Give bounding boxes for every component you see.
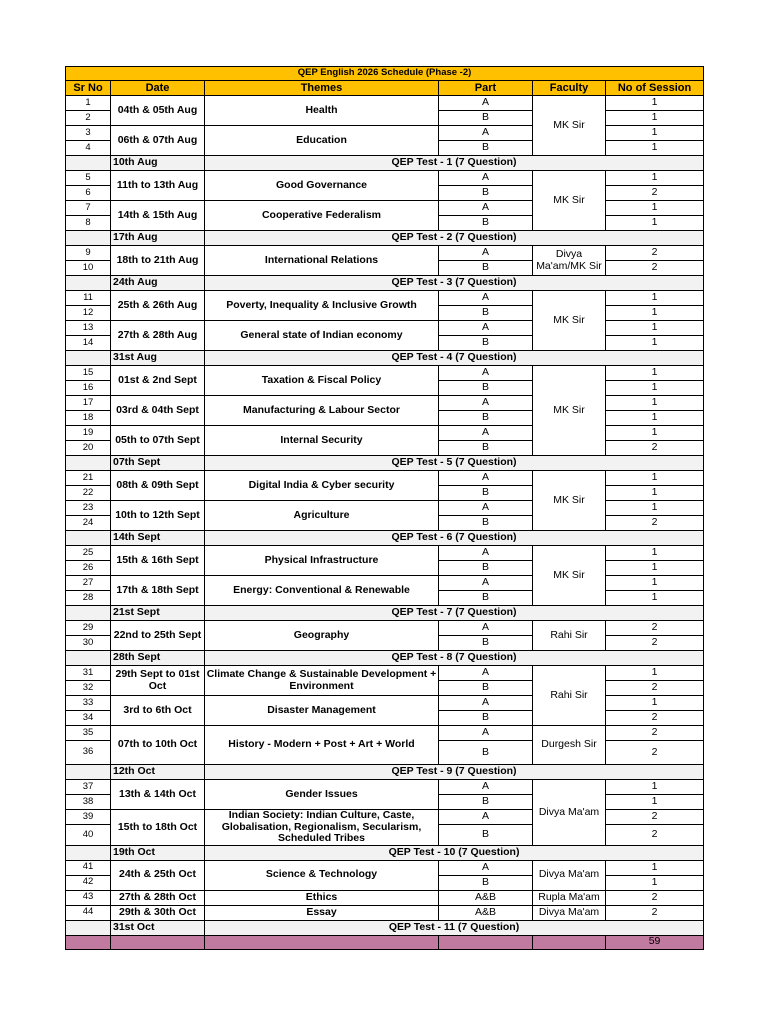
part-cell: B bbox=[439, 741, 533, 765]
theme-cell: Science & Technology bbox=[205, 860, 439, 890]
test-blank-cell bbox=[66, 920, 111, 935]
date-cell: 27th & 28th Oct bbox=[111, 890, 205, 905]
test-blank-cell bbox=[66, 651, 111, 666]
sr-no-cell: 18 bbox=[66, 411, 111, 426]
table-row bbox=[66, 171, 704, 186]
part-cell: B bbox=[439, 261, 533, 276]
table-row bbox=[66, 860, 704, 875]
theme-cell: Poverty, Inequality & Inclusive Growth bbox=[205, 291, 439, 321]
session-cell: 2 bbox=[606, 825, 704, 845]
session-cell: 1 bbox=[606, 576, 704, 591]
header-sessions: No of Session bbox=[606, 81, 704, 96]
session-cell: 1 bbox=[606, 96, 704, 111]
header-faculty: Faculty bbox=[533, 81, 606, 96]
total-blank-cell bbox=[533, 935, 606, 949]
faculty-cell: Rupla Ma'am bbox=[533, 890, 606, 905]
session-cell: 1 bbox=[606, 306, 704, 321]
header-themes: Themes bbox=[205, 81, 439, 96]
test-blank-cell bbox=[66, 606, 111, 621]
part-cell: A bbox=[439, 696, 533, 711]
header-part: Part bbox=[439, 81, 533, 96]
test-blank-cell bbox=[66, 765, 111, 780]
table-row bbox=[66, 696, 704, 711]
sr-no-cell: 1 bbox=[66, 96, 111, 111]
faculty-cell: MK Sir bbox=[533, 366, 606, 456]
theme-cell: Climate Change & Sustainable Development + Environment bbox=[205, 666, 439, 696]
part-cell: A bbox=[439, 321, 533, 336]
theme-cell: Indian Society: Indian Culture, Caste, Globalisation, Regionalism, Secularism, Scheduled Tribes bbox=[205, 810, 439, 846]
header-date: Date bbox=[111, 81, 205, 96]
sr-no-cell: 2 bbox=[66, 111, 111, 126]
table-row bbox=[66, 621, 704, 636]
test-blank-cell bbox=[66, 845, 111, 860]
sr-no-cell: 34 bbox=[66, 711, 111, 726]
sr-no-cell: 16 bbox=[66, 381, 111, 396]
session-cell: 1 bbox=[606, 561, 704, 576]
part-cell: B bbox=[439, 681, 533, 696]
session-cell: 2 bbox=[606, 810, 704, 825]
theme-cell: Health bbox=[205, 96, 439, 126]
test-row bbox=[66, 845, 704, 860]
session-cell: 1 bbox=[606, 426, 704, 441]
sr-no-cell: 33 bbox=[66, 696, 111, 711]
faculty-cell: MK Sir bbox=[533, 96, 606, 156]
date-cell: 06th & 07th Aug bbox=[111, 126, 205, 156]
faculty-cell: Divya Ma'am bbox=[533, 905, 606, 920]
session-cell: 1 bbox=[606, 696, 704, 711]
test-row bbox=[66, 920, 704, 935]
date-cell: 27th & 28th Aug bbox=[111, 321, 205, 351]
sr-no-cell: 22 bbox=[66, 486, 111, 501]
session-cell: 2 bbox=[606, 621, 704, 636]
theme-cell: Internal Security bbox=[205, 426, 439, 456]
table-row bbox=[66, 810, 704, 825]
part-cell: B bbox=[439, 186, 533, 201]
theme-cell: Essay bbox=[205, 905, 439, 920]
test-date: 10th Aug bbox=[111, 156, 205, 171]
table-row bbox=[66, 366, 704, 381]
sr-no-cell: 31 bbox=[66, 666, 111, 681]
session-cell: 1 bbox=[606, 321, 704, 336]
sr-no-cell: 26 bbox=[66, 561, 111, 576]
part-cell: B bbox=[439, 875, 533, 890]
part-cell: A bbox=[439, 546, 533, 561]
test-date: 14th Sept bbox=[111, 531, 205, 546]
test-label: QEP Test - 4 (7 Question) bbox=[205, 351, 704, 366]
sr-no-cell: 3 bbox=[66, 126, 111, 141]
part-cell: B bbox=[439, 591, 533, 606]
part-cell: A bbox=[439, 576, 533, 591]
session-cell: 1 bbox=[606, 216, 704, 231]
test-blank-cell bbox=[66, 276, 111, 291]
part-cell: B bbox=[439, 486, 533, 501]
date-cell: 08th & 09th Sept bbox=[111, 471, 205, 501]
part-cell: A bbox=[439, 96, 533, 111]
table-row bbox=[66, 471, 704, 486]
sr-no-cell: 15 bbox=[66, 366, 111, 381]
date-cell: 05th to 07th Sept bbox=[111, 426, 205, 456]
faculty-cell: MK Sir bbox=[533, 171, 606, 231]
sr-no-cell: 40 bbox=[66, 825, 111, 845]
session-cell: 1 bbox=[606, 141, 704, 156]
test-blank-cell bbox=[66, 231, 111, 246]
table-row bbox=[66, 201, 704, 216]
test-date: 24th Aug bbox=[111, 276, 205, 291]
sr-no-cell: 19 bbox=[66, 426, 111, 441]
table-row bbox=[66, 321, 704, 336]
theme-cell: Taxation & Fiscal Policy bbox=[205, 366, 439, 396]
sr-no-cell: 43 bbox=[66, 890, 111, 905]
test-label: QEP Test - 3 (7 Question) bbox=[205, 276, 704, 291]
test-date: 19th Oct bbox=[111, 845, 205, 860]
test-blank-cell bbox=[66, 351, 111, 366]
session-cell: 2 bbox=[606, 516, 704, 531]
test-label: QEP Test - 9 (7 Question) bbox=[205, 765, 704, 780]
date-cell: 17th & 18th Sept bbox=[111, 576, 205, 606]
sr-no-cell: 20 bbox=[66, 441, 111, 456]
session-cell: 1 bbox=[606, 171, 704, 186]
part-cell: A bbox=[439, 201, 533, 216]
theme-cell: Geography bbox=[205, 621, 439, 651]
date-cell: 3rd to 6th Oct bbox=[111, 696, 205, 726]
theme-cell: General state of Indian economy bbox=[205, 321, 439, 351]
test-label: QEP Test - 6 (7 Question) bbox=[205, 531, 704, 546]
session-cell: 2 bbox=[606, 261, 704, 276]
sr-no-cell: 11 bbox=[66, 291, 111, 306]
sr-no-cell: 39 bbox=[66, 810, 111, 825]
part-cell: A&B bbox=[439, 905, 533, 920]
faculty-cell: Divya Ma'am bbox=[533, 780, 606, 846]
date-cell: 24th & 25th Oct bbox=[111, 860, 205, 890]
part-cell: A bbox=[439, 860, 533, 875]
sr-no-cell: 30 bbox=[66, 636, 111, 651]
session-cell: 1 bbox=[606, 111, 704, 126]
sr-no-cell: 8 bbox=[66, 216, 111, 231]
date-cell: 29th & 30th Oct bbox=[111, 905, 205, 920]
part-cell: B bbox=[439, 336, 533, 351]
total-blank-cell bbox=[205, 935, 439, 949]
theme-cell: Agriculture bbox=[205, 501, 439, 531]
date-cell: 25th & 26th Aug bbox=[111, 291, 205, 321]
part-cell: A bbox=[439, 810, 533, 825]
sr-no-cell: 21 bbox=[66, 471, 111, 486]
part-cell: B bbox=[439, 441, 533, 456]
table-row bbox=[66, 426, 704, 441]
session-cell: 1 bbox=[606, 501, 704, 516]
sr-no-cell: 37 bbox=[66, 780, 111, 795]
session-cell: 1 bbox=[606, 396, 704, 411]
date-cell: 15th & 16th Sept bbox=[111, 546, 205, 576]
test-date: 31st Oct bbox=[111, 920, 205, 935]
sr-no-cell: 6 bbox=[66, 186, 111, 201]
theme-cell: Gender Issues bbox=[205, 780, 439, 810]
part-cell: B bbox=[439, 111, 533, 126]
session-cell: 1 bbox=[606, 126, 704, 141]
part-cell: A bbox=[439, 126, 533, 141]
title-row bbox=[66, 67, 704, 81]
session-cell: 2 bbox=[606, 890, 704, 905]
table-row bbox=[66, 246, 704, 261]
session-cell: 2 bbox=[606, 905, 704, 920]
date-cell: 10th to 12th Sept bbox=[111, 501, 205, 531]
test-row bbox=[66, 651, 704, 666]
sr-no-cell: 36 bbox=[66, 741, 111, 765]
test-label: QEP Test - 8 (7 Question) bbox=[205, 651, 704, 666]
session-cell: 1 bbox=[606, 201, 704, 216]
sr-no-cell: 38 bbox=[66, 795, 111, 810]
part-cell: A&B bbox=[439, 890, 533, 905]
header-sr-no: Sr No bbox=[66, 81, 111, 96]
date-cell: 18th to 21th Aug bbox=[111, 246, 205, 276]
part-cell: A bbox=[439, 171, 533, 186]
test-row bbox=[66, 456, 704, 471]
part-cell: B bbox=[439, 216, 533, 231]
theme-cell: Education bbox=[205, 126, 439, 156]
session-cell: 1 bbox=[606, 366, 704, 381]
date-cell: 07th to 10th Oct bbox=[111, 726, 205, 765]
test-label: QEP Test - 5 (7 Question) bbox=[205, 456, 704, 471]
sr-no-cell: 24 bbox=[66, 516, 111, 531]
test-date: 17th Aug bbox=[111, 231, 205, 246]
faculty-cell: MK Sir bbox=[533, 291, 606, 351]
part-cell: A bbox=[439, 726, 533, 741]
test-blank-cell bbox=[66, 531, 111, 546]
table-row bbox=[66, 501, 704, 516]
test-date: 07th Sept bbox=[111, 456, 205, 471]
part-cell: B bbox=[439, 795, 533, 810]
sr-no-cell: 29 bbox=[66, 621, 111, 636]
part-cell: B bbox=[439, 381, 533, 396]
theme-cell: Disaster Management bbox=[205, 696, 439, 726]
faculty-cell: MK Sir bbox=[533, 471, 606, 531]
theme-cell: Physical Infrastructure bbox=[205, 546, 439, 576]
part-cell: B bbox=[439, 516, 533, 531]
session-cell: 1 bbox=[606, 486, 704, 501]
test-date: 21st Sept bbox=[111, 606, 205, 621]
test-row bbox=[66, 276, 704, 291]
part-cell: A bbox=[439, 246, 533, 261]
part-cell: B bbox=[439, 141, 533, 156]
faculty-cell: Divya Ma'am/MK Sir bbox=[533, 246, 606, 276]
sr-no-cell: 35 bbox=[66, 726, 111, 741]
session-cell: 1 bbox=[606, 381, 704, 396]
part-cell: A bbox=[439, 780, 533, 795]
session-cell: 1 bbox=[606, 546, 704, 561]
table-row bbox=[66, 396, 704, 411]
table-row bbox=[66, 890, 704, 905]
test-date: 12th Oct bbox=[111, 765, 205, 780]
sr-no-cell: 28 bbox=[66, 591, 111, 606]
date-cell: 11th to 13th Aug bbox=[111, 171, 205, 201]
sr-no-cell: 14 bbox=[66, 336, 111, 351]
part-cell: A bbox=[439, 396, 533, 411]
test-label: QEP Test - 1 (7 Question) bbox=[205, 156, 704, 171]
sr-no-cell: 41 bbox=[66, 860, 111, 875]
sr-no-cell: 12 bbox=[66, 306, 111, 321]
test-date: 31st Aug bbox=[111, 351, 205, 366]
date-cell: 13th & 14th Oct bbox=[111, 780, 205, 810]
test-blank-cell bbox=[66, 456, 111, 471]
total-blank-cell bbox=[439, 935, 533, 949]
session-cell: 2 bbox=[606, 636, 704, 651]
total-row bbox=[66, 935, 704, 949]
test-row bbox=[66, 606, 704, 621]
sr-no-cell: 5 bbox=[66, 171, 111, 186]
theme-cell: Energy: Conventional & Renewable bbox=[205, 576, 439, 606]
sr-no-cell: 10 bbox=[66, 261, 111, 276]
test-row bbox=[66, 156, 704, 171]
session-cell: 2 bbox=[606, 246, 704, 261]
session-cell: 1 bbox=[606, 291, 704, 306]
test-row bbox=[66, 531, 704, 546]
faculty-cell: MK Sir bbox=[533, 546, 606, 606]
date-cell: 01st & 2nd Sept bbox=[111, 366, 205, 396]
test-blank-cell bbox=[66, 156, 111, 171]
test-label: QEP Test - 7 (7 Question) bbox=[205, 606, 704, 621]
sr-no-cell: 13 bbox=[66, 321, 111, 336]
sr-no-cell: 44 bbox=[66, 905, 111, 920]
session-cell: 2 bbox=[606, 726, 704, 741]
sr-no-cell: 42 bbox=[66, 875, 111, 890]
date-cell: 22nd to 25th Sept bbox=[111, 621, 205, 651]
session-cell: 1 bbox=[606, 860, 704, 875]
session-cell: 1 bbox=[606, 666, 704, 681]
part-cell: A bbox=[439, 426, 533, 441]
table-row bbox=[66, 96, 704, 111]
session-cell: 1 bbox=[606, 471, 704, 486]
table-row bbox=[66, 291, 704, 306]
sr-no-cell: 32 bbox=[66, 681, 111, 696]
test-row bbox=[66, 351, 704, 366]
session-cell: 1 bbox=[606, 795, 704, 810]
faculty-cell: Rahi Sir bbox=[533, 621, 606, 651]
theme-cell: International Relations bbox=[205, 246, 439, 276]
part-cell: B bbox=[439, 825, 533, 845]
date-cell: 14th & 15th Aug bbox=[111, 201, 205, 231]
session-cell: 2 bbox=[606, 681, 704, 696]
part-cell: A bbox=[439, 471, 533, 486]
faculty-cell: Durgesh Sir bbox=[533, 726, 606, 765]
table-row bbox=[66, 780, 704, 795]
session-cell: 1 bbox=[606, 591, 704, 606]
part-cell: A bbox=[439, 621, 533, 636]
theme-cell: Ethics bbox=[205, 890, 439, 905]
test-date: 28th Sept bbox=[111, 651, 205, 666]
total-blank-cell bbox=[111, 935, 205, 949]
sr-no-cell: 9 bbox=[66, 246, 111, 261]
total-blank-cell bbox=[66, 935, 111, 949]
session-cell: 2 bbox=[606, 741, 704, 765]
date-cell: 29th Sept to 01st Oct bbox=[111, 666, 205, 696]
sr-no-cell: 17 bbox=[66, 396, 111, 411]
theme-cell: Cooperative Federalism bbox=[205, 201, 439, 231]
session-cell: 1 bbox=[606, 780, 704, 795]
part-cell: A bbox=[439, 666, 533, 681]
part-cell: B bbox=[439, 306, 533, 321]
table-row bbox=[66, 726, 704, 741]
theme-cell: Manufacturing & Labour Sector bbox=[205, 396, 439, 426]
theme-cell: History - Modern + Post + Art + World bbox=[205, 726, 439, 765]
test-label: QEP Test - 2 (7 Question) bbox=[205, 231, 704, 246]
table-row bbox=[66, 905, 704, 920]
table-row bbox=[66, 546, 704, 561]
table-row bbox=[66, 576, 704, 591]
date-cell: 04th & 05th Aug bbox=[111, 96, 205, 126]
sr-no-cell: 25 bbox=[66, 546, 111, 561]
faculty-cell: Divya Ma'am bbox=[533, 860, 606, 890]
part-cell: B bbox=[439, 711, 533, 726]
part-cell: A bbox=[439, 501, 533, 516]
faculty-cell: Rahi Sir bbox=[533, 666, 606, 726]
session-cell: 1 bbox=[606, 411, 704, 426]
part-cell: B bbox=[439, 411, 533, 426]
session-cell: 2 bbox=[606, 186, 704, 201]
date-cell: 15th to 18th Oct bbox=[111, 810, 205, 846]
test-label: QEP Test - 11 (7 Question) bbox=[205, 920, 704, 935]
session-cell: 2 bbox=[606, 711, 704, 726]
sheet-title: QEP English 2026 Schedule (Phase -2) bbox=[66, 67, 704, 81]
test-label: QEP Test - 10 (7 Question) bbox=[205, 845, 704, 860]
part-cell: B bbox=[439, 636, 533, 651]
sr-no-cell: 27 bbox=[66, 576, 111, 591]
theme-cell: Good Governance bbox=[205, 171, 439, 201]
total-sessions: 59 bbox=[606, 935, 704, 949]
date-cell: 03rd & 04th Sept bbox=[111, 396, 205, 426]
test-row bbox=[66, 231, 704, 246]
sr-no-cell: 7 bbox=[66, 201, 111, 216]
part-cell: A bbox=[439, 291, 533, 306]
test-row bbox=[66, 765, 704, 780]
schedule-table bbox=[65, 66, 704, 950]
session-cell: 1 bbox=[606, 875, 704, 890]
part-cell: A bbox=[439, 366, 533, 381]
part-cell: B bbox=[439, 561, 533, 576]
session-cell: 2 bbox=[606, 441, 704, 456]
session-cell: 1 bbox=[606, 336, 704, 351]
table-row bbox=[66, 666, 704, 681]
header-row bbox=[66, 81, 704, 96]
sr-no-cell: 23 bbox=[66, 501, 111, 516]
table-row bbox=[66, 126, 704, 141]
theme-cell: Digital India & Cyber security bbox=[205, 471, 439, 501]
sr-no-cell: 4 bbox=[66, 141, 111, 156]
